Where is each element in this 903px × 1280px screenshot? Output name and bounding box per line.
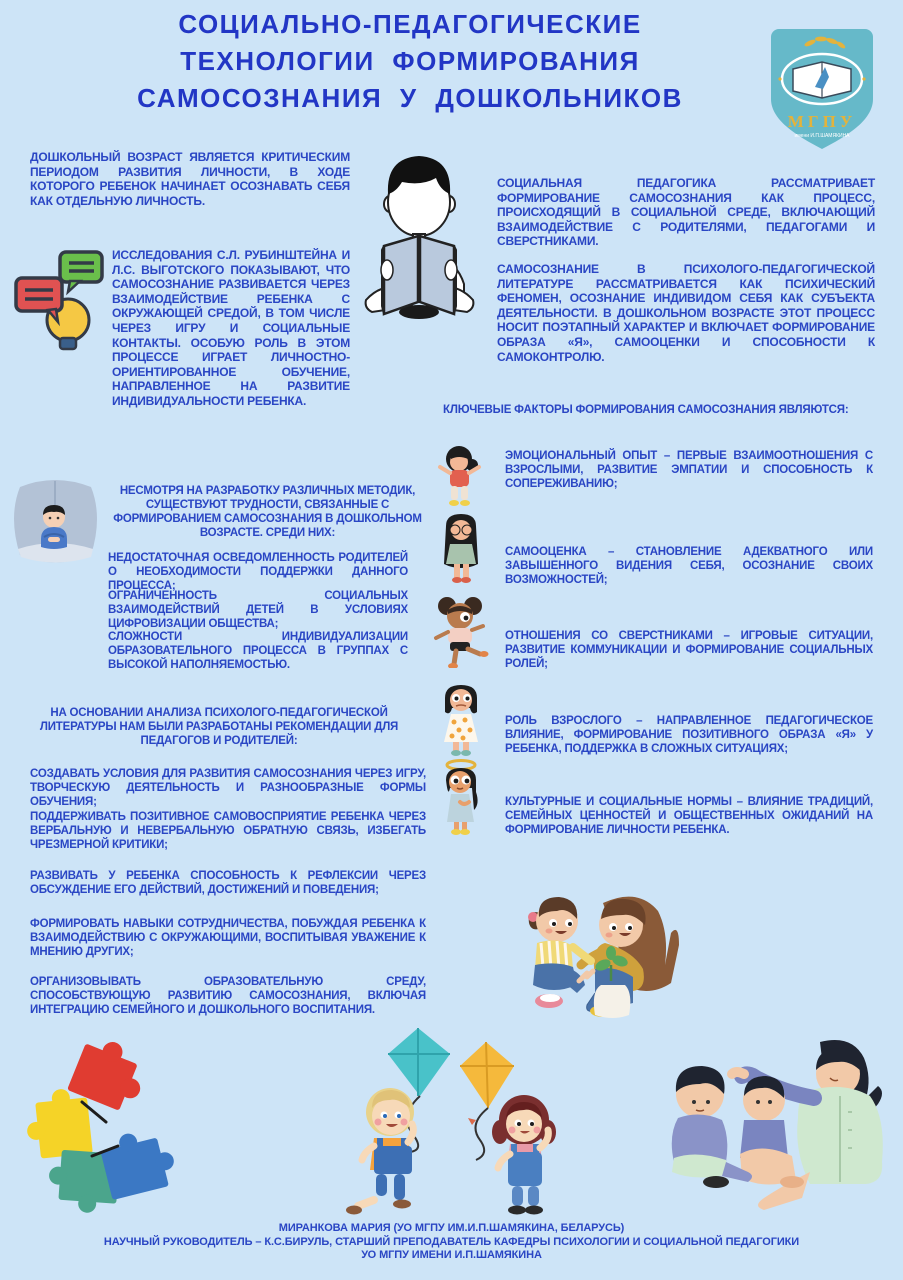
factor-item-text: РОЛЬ ВЗРОСЛОГО – НАПРАВЛЕННОЕ ПЕДАГОГИЧЕСКОЕ ВЛИЯНИЕ, ФОРМИРОВАНИЕ ПОЗИТИВНОГО ОБРАЗА «Я» У РЕБЕНКА, ПОДДЕРЖКА В СЛОЖНЫХ СИТУАЦИЯХ; <box>505 715 873 755</box>
intro-paragraph: ДОШКОЛЬНЫЙ ВОЗРАСТ ЯВЛЯЕТСЯ КРИТИЧЕСКИМ ПЕРИОДОМ РАЗВИТИЯ ЛИЧНОСТИ, В ХОДЕ КОТОРОГО РЕБЕНОК НАЧИНАЕТ ОСОЗНАВАТЬ СЕБЯ КАК ОТДЕЛЬНУЮ ЛИЧНОСТЬ. <box>30 150 350 208</box>
svg-text:МГПУ: МГПУ <box>787 112 857 131</box>
puzzle-pieces-illustration <box>22 1038 177 1213</box>
university-logo-icon <box>753 25 891 157</box>
university-logo <box>753 25 891 157</box>
title-line-2: ТЕХНОЛОГИИ ФОРМИРОВАНИЯ <box>180 46 640 76</box>
social-pedagogy-paragraph: СОЦИАЛЬНАЯ ПЕДАГОГИКА РАССМАТРИВАЕТ ФОРМИРОВАНИЕ САМОСОЗНАНИЯ КАК ПРОЦЕСС, ПРОИСХОДЯЩИЙ В СОЦИАЛЬНОЙ СРЕДЕ, ВКЛЮЧАЮЩИЙ ВЗАИМОДЕЙСТВИЕ С РОДИТЕЛЯМИ, ПЕДАГОГАМИ И СВЕРСТНИКАМИ. <box>497 176 875 249</box>
factor-item-text: КУЛЬТУРНЫЕ И СОЦИАЛЬНЫЕ НОРМЫ – ВЛИЯНИЕ ТРАДИЦИЙ, СЕМЕЙНЫХ ЦЕННОСТЕЙ И ОБЩЕСТВЕННЫХ ОЖИДАНИЙ НА ФОРМИРОВАНИЕ ЛИЧНОСТИ РЕБЕНКА. <box>505 796 873 836</box>
recommendation-item: ОРГАНИЗОВЫВАТЬ ОБРАЗОВАТЕЛЬНУЮ СРЕДУ, СПОСОБСТВУЮЩУЮ РАЗВИТИЮ САМОСОЗНАНИЯ, ВКЛЮЧАЯ ИНТЕГРАЦИЮ СЕМЕЙНОГО И ДОШКОЛЬНОГО ВОСПИТАНИЯ. <box>30 976 426 1016</box>
self-awareness-paragraph: САМОСОЗНАНИЕ В ПСИХОЛОГО-ПЕДАГОГИЧЕСКОЙ ЛИТЕРАТУРЕ РАССМАТРИВАЕТСЯ КАК ПСИХИЧЕСКИЙ ФЕНОМЕН, ОСОЗНАНИЕ ИНДИВИДОМ СЕБЯ КАК СУБЪЕКТА ДЕЯТЕЛЬНОСТИ. В ДОШКОЛЬНОМ ВОЗРАСТЕ ЭТОТ ПРОЦЕСС НОСИТ ПОЭТАПНЫЙ ХАРАКТЕР И ВКЛЮЧАЕТ ФОРМИРОВАНИЕ ОБРАЗА «Я», САМООЦЕНКИ И СПОСОБНОСТИ К САМОКОНТРОЛЮ. <box>497 262 875 364</box>
girl-kicking-icon <box>430 596 492 668</box>
difficulties-intro: НЕСМОТРЯ НА РАЗРАБОТКУ РАЗЛИЧНЫХ МЕТОДИК, СУЩЕСТВУЮТ ТРУДНОСТИ, СВЯЗАННЫЕ С ФОРМИРОВАНИЕМ САМОСОЗНАНИЯ В ДОШКОЛЬНОМ ВОЗРАСТЕ. СРЕДИ НИХ: <box>113 485 422 539</box>
credits <box>0 1222 903 1263</box>
factor-item-text: САМООЦЕНКА – СТАНОВЛЕНИЕ АДЕКВАТНОГО ИЛИ ЗАВЫШЕННОГО ВИДЕНИЯ СЕБЯ, ОСОЗНАНИЕ СВОИХ ВОЗМОЖНОСТЕЙ; <box>505 546 873 586</box>
recommendation-item: СОЗДАВАТЬ УСЛОВИЯ ДЛЯ РАЗВИТИЯ САМОСОЗНАНИЯ ЧЕРЕЗ ИГРУ, ТВОРЧЕСКУЮ ДЕЯТЕЛЬНОСТЬ И РАЗНООБРАЗНЫЕ ФОРМЫ ОБУЧЕНИЯ; <box>30 768 426 808</box>
reading-boy-illustration <box>352 142 487 337</box>
girl-polkadot-dress-icon <box>432 682 490 758</box>
factor-item-text: ОТНОШЕНИЯ СО СВЕРСТНИКАМИ – ИГРОВЫЕ СИТУАЦИИ, РАЗВИТИЕ КОММУНИКАЦИИ И ФОРМИРОВАНИЕ СОЦИАЛЬНЫХ РОЛЕЙ; <box>505 630 873 670</box>
title-line-1: СОЦИАЛЬНО-ПЕДАГОГИЧЕСКИЕ <box>178 9 642 39</box>
sad-boy-corner-illustration <box>8 477 103 570</box>
poster-title <box>85 6 735 117</box>
difficulty-item: СЛОЖНОСТИ ИНДИВИДУАЛИЗАЦИИ ОБРАЗОВАТЕЛЬНОГО ПРОЦЕССА В ГРУППАХ С ВЫСОКОЙ НАПОЛНЯЕМОСТЬЮ. <box>108 631 408 671</box>
kids-with-kites-illustration <box>328 1020 596 1225</box>
svg-text:имени И.П.ШАМЯКИНА: имени И.П.ШАМЯКИНА <box>794 133 850 139</box>
girl-angel-icon <box>432 758 490 838</box>
research-paragraph: ИССЛЕДОВАНИЯ С.Л. РУБИНШТЕЙНА И Л.С. ВЫГОТСКОГО ПОКАЗЫВАЮТ, ЧТО САМОСОЗНАНИЕ РАЗВИВАЕТСЯ ЧЕРЕЗ ВЗАИМОДЕЙСТВИЕ РЕБЕНКА С ОКРУЖАЮЩЕЙ СРЕДОЙ, В ТОМ ЧИСЛЕ ЧЕРЕЗ ИГРУ И СОЦИАЛЬНЫЕ КОНТАКТЫ. ОСОБУЮ РОЛЬ В ЭТОМ ПРОЦЕССЕ ИГРАЕТ ЛИЧНОСТНО-ОРИЕНТИРОВАННОЕ ОБУЧЕНИЕ, НАПРАВЛЕННОЕ НА РАЗВИТИЕ ИНДИВИДУАЛЬНОСТИ РЕБЕНКА. <box>112 248 350 408</box>
credit-line-supervisor: НАУЧНЫЙ РУКОВОДИТЕЛЬ – К.С.БИРУЛЬ, СТАРШИЙ ПРЕПОДАВАТЕЛЬ КАФЕДРЫ ПСИХОЛОГИИ И СОЦИАЛЬНОЙ ПЕДАГОГИКИ <box>103 1235 800 1248</box>
idea-discussion-icon <box>10 246 108 351</box>
difficulty-item: ОГРАНИЧЕННОСТЬ СОЦИАЛЬНЫХ ВЗАИМОДЕЙСТВИЙ ДЕТЕЙ В УСЛОВИЯХ ЦИФРОВИЗАЦИИ ОБЩЕСТВА; <box>108 590 408 630</box>
recommendation-item: ФОРМИРОВАТЬ НАВЫКИ СОТРУДНИЧЕСТВА, ПОБУЖДАЯ РЕБЕНКА К ВЗАИМОДЕЙСТВИЮ С ОКРУЖАЮЩИМИ, ВОСПИТЫВАЯ УВАЖЕНИЕ К МНЕНИЮ ДРУГИХ; <box>30 918 426 958</box>
factor-item-text: ЭМОЦИОНАЛЬНЫЙ ОПЫТ – ПЕРВЫЕ ВЗАИМООТНОШЕНИЯ С ВЗРОСЛЫМИ, РАЗВИТИЕ ЭМПАТИИ И СПОСОБНОСТЬ К СОПЕРЕЖИВАНИЮ; <box>505 450 873 490</box>
recommendation-item: ПОДДЕРЖИВАТЬ ПОЗИТИВНОЕ САМОВОСПРИЯТИЕ РЕБЕНКА ЧЕРЕЗ ВЕРБАЛЬНУЮ И НЕВЕРБАЛЬНУЮ ОБРАТНУЮ СВЯЗЬ, ИЗБЕГАТЬ ЧРЕЗМЕРНОЙ КРИТИКИ; <box>30 811 426 851</box>
girl-hiding-eyes-icon <box>432 512 490 588</box>
girl-dancing-icon <box>432 443 490 509</box>
credit-line-author: МИРАНКОВА МАРИЯ (УО МГПУ ИМ.И.П.ШАМЯКИНА, БЕЛАРУСЬ) <box>278 1222 625 1234</box>
recommendations-intro: НА ОСНОВАНИИ АНАЛИЗА ПСИХОЛОГО-ПЕДАГОГИЧЕСКОЙ ЛИТЕРАТУРЫ НАМ БЫЛИ РАЗРАБОТАНЫ РЕКОМЕНДАЦИИ ДЛЯ ПЕДАГОГОВ И РОДИТЕЛЕЙ: <box>39 707 399 747</box>
difficulty-item: НЕДОСТАТОЧНАЯ ОСВЕДОМЛЕННОСТЬ РОДИТЕЛЕЙ О НЕОБХОДИМОСТИ ПОДДЕРЖКИ ДАННОГО ПРОЦЕССА; <box>108 552 408 592</box>
recommendation-item: РАЗВИВАТЬ У РЕБЕНКА СПОСОБНОСТЬ К РЕФЛЕКСИИ ЧЕРЕЗ ОБСУЖДЕНИЕ ЕГО ДЕЙСТВИЙ, ДОСТИЖЕНИЙ И ПОВЕДЕНИЯ; <box>30 870 426 896</box>
family-comforting-illustration <box>652 1022 902 1222</box>
title-line-3: САМОСОЗНАНИЯ У ДОШКОЛЬНИКОВ <box>137 83 683 113</box>
credit-line-university: УО МГПУ ИМЕНИ И.П.ШАМЯКИНА <box>361 1249 542 1261</box>
key-factors-heading: КЛЮЧЕВЫЕ ФАКТОРЫ ФОРМИРОВАНИЯ САМОСОЗНАНИЯ ЯВЛЯЮТСЯ: <box>443 404 849 416</box>
